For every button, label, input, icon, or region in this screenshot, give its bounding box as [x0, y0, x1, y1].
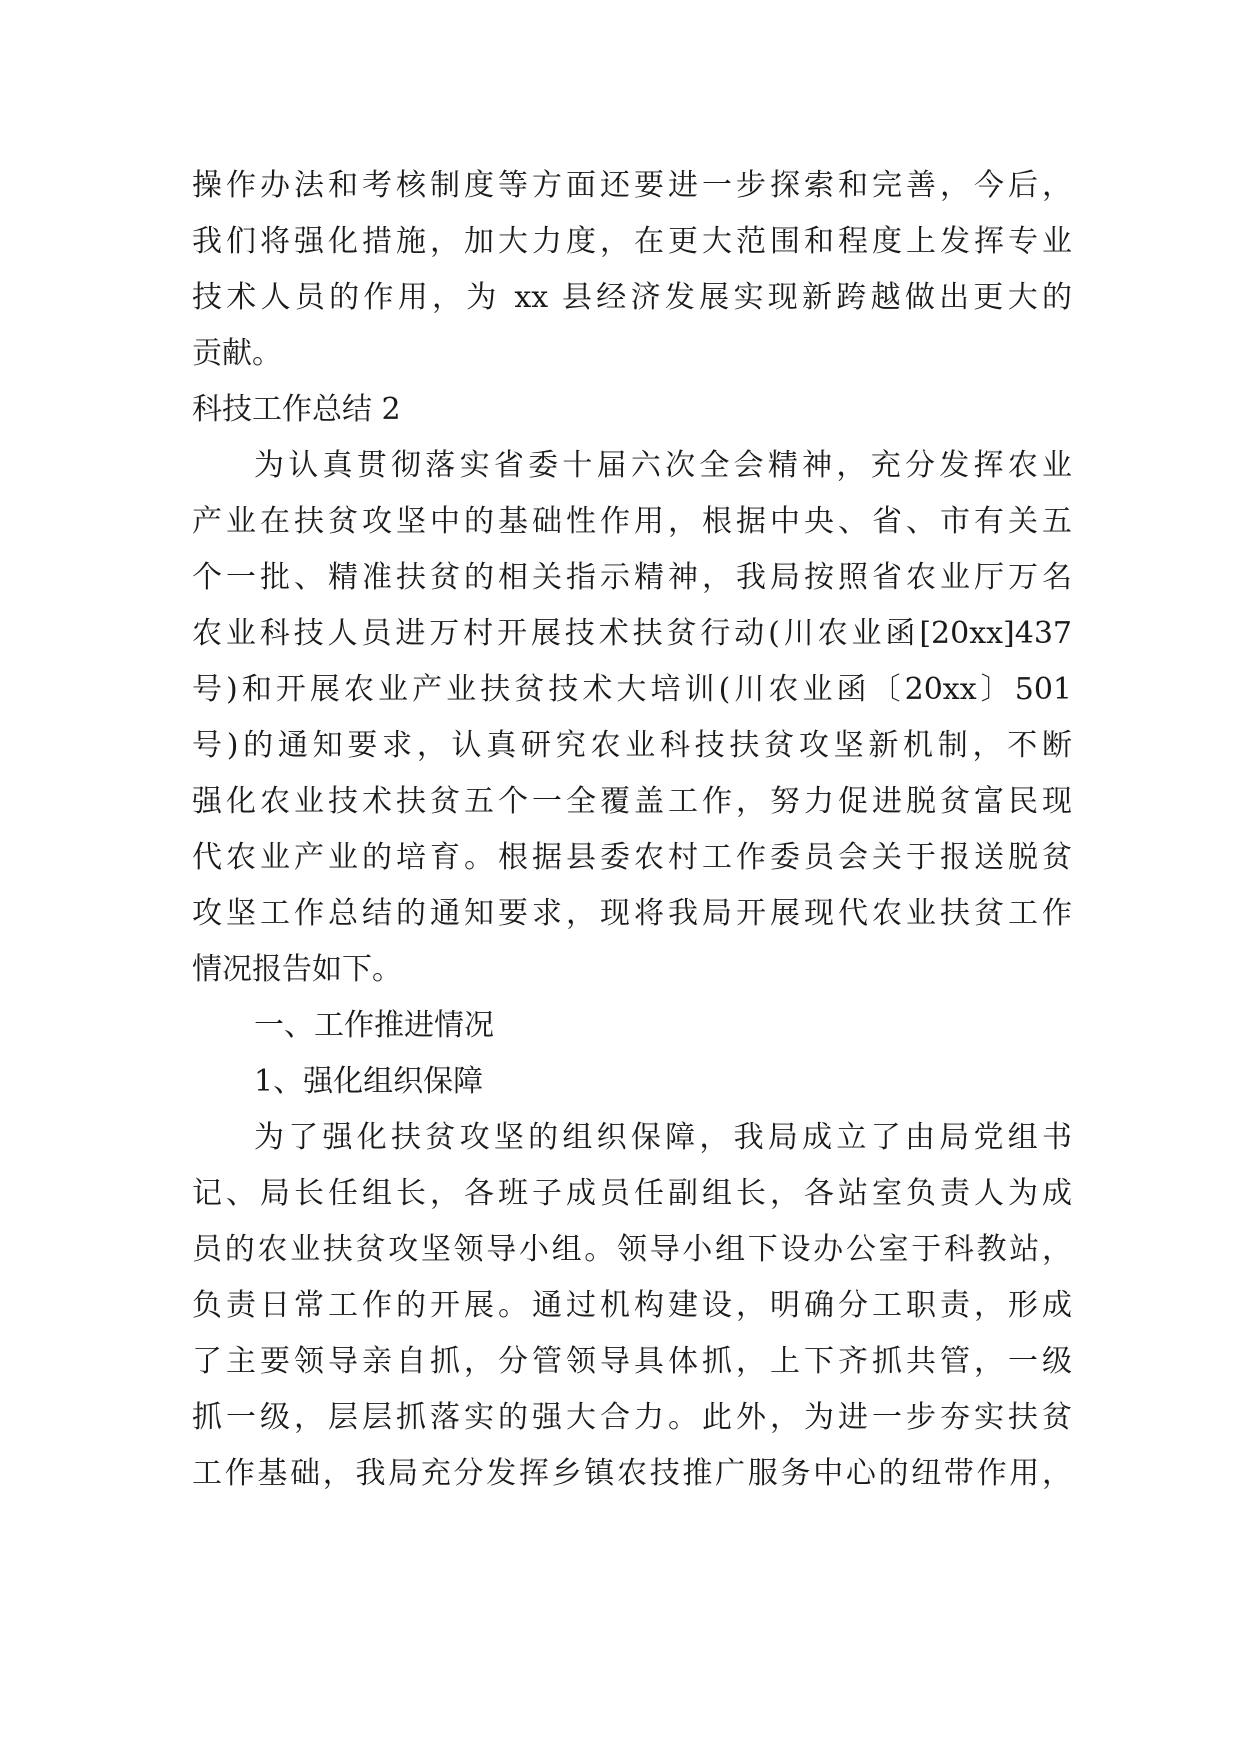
text-line: 了主要领导亲自抓，分管领导具体抓，上下齐抓共管，一级 [192, 1344, 1072, 1379]
text-line: 个一批、精准扶贫的相关指示精神，我局按照省农业厅万名 [192, 560, 1072, 595]
text-line: 号)的通知要求，认真研究农业科技扶贫攻坚新机制，不断 [192, 728, 1072, 763]
paragraph-intro [192, 158, 1072, 382]
document-body [192, 158, 1072, 1502]
text-line: 抓一级，层层抓落实的强大合力。此外，为进一步夯实扶贫 [192, 1400, 1072, 1435]
text-line: 为认真贯彻落实省委十届六次全会精神，充分发挥农业 [254, 448, 1072, 483]
text-line: 情况报告如下。 [192, 952, 402, 987]
text-line: 攻坚工作总结的通知要求，现将我局开展现代农业扶贫工作 [192, 896, 1072, 931]
text-line: 我们将强化措施，加大力度，在更大范围和程度上发挥专业 [192, 224, 1072, 259]
paragraph-background [192, 438, 1072, 998]
text-line: 记、局长任组长，各班子成员任副组长，各站室负责人为成 [192, 1176, 1072, 1211]
text-line: 贡献。 [192, 336, 282, 371]
heading-level-1: 一、工作推进情况 [254, 1008, 494, 1043]
text-line: 为了强化扶贫攻坚的组织保障，我局成立了由局党组书 [254, 1120, 1072, 1155]
text-line: 技术人员的作用，为 xx 县经济发展实现新跨越做出更大的 [192, 280, 1072, 315]
text-line: 产业在扶贫攻坚中的基础性作用，根据中央、省、市有关五 [192, 504, 1072, 539]
text-line: 代农业产业的培育。根据县委农村工作委员会关于报送脱贫 [192, 840, 1072, 875]
text-line: 工作基础，我局充分发挥乡镇农技推广服务中心的纽带作用， [192, 1456, 1072, 1491]
text-line: 农业科技人员进万村开展技术扶贫行动(川农业函[20xx]437 [192, 616, 1072, 651]
section-title: 科技工作总结 2 [192, 392, 401, 427]
text-line: 强化农业技术扶贫五个一全覆盖工作，努力促进脱贫富民现 [192, 784, 1072, 819]
text-line: 负责日常工作的开展。通过机构建设，明确分工职责，形成 [192, 1288, 1072, 1323]
text-line: 号)和开展农业产业扶贫技术大培训(川农业函〔20xx〕501 [192, 672, 1072, 707]
heading-level-2: 1、强化组织保障 [254, 1064, 484, 1099]
text-line: 操作办法和考核制度等方面还要进一步探索和完善，今后， [192, 168, 1072, 203]
paragraph-organization [192, 1110, 1072, 1502]
text-line: 员的农业扶贫攻坚领导小组。领导小组下设办公室于科教站， [192, 1232, 1072, 1267]
